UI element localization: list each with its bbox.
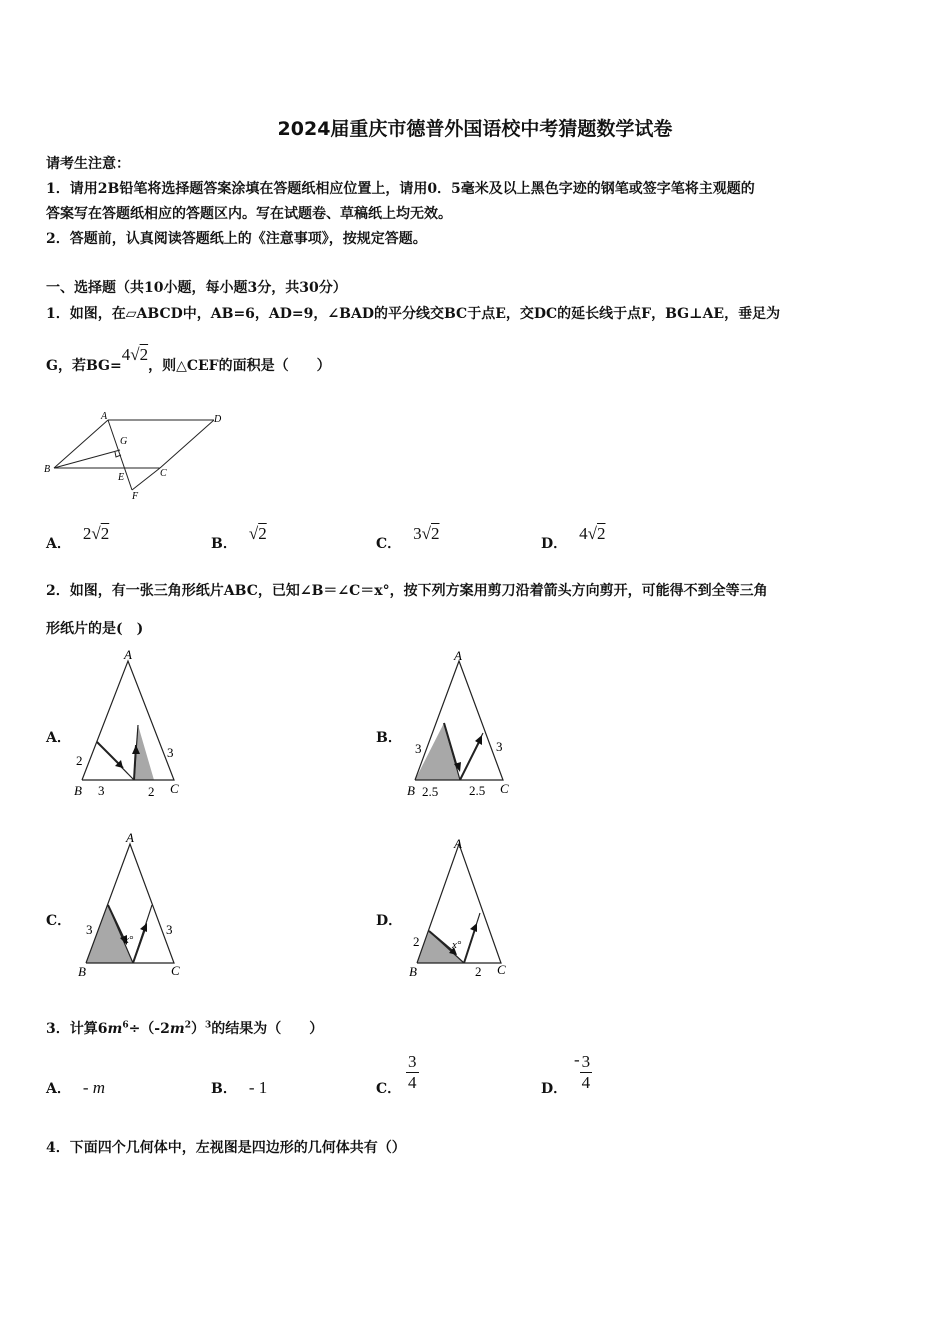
q2d-num-3: 2 xyxy=(475,964,482,979)
q2d-num-2: x° xyxy=(452,939,462,951)
q2b-num-1: 3 xyxy=(415,741,422,756)
q3-option-c-label[interactable]: C． xyxy=(376,1081,402,1097)
q3-option-b[interactable]: B． - 1 xyxy=(211,1078,268,1097)
q1-option-c[interactable]: C．3√2 xyxy=(376,524,440,552)
q2-line-1: 2．如图，有一张三角形纸片ABC，已知∠B＝∠C＝x°，按下列方案用剪刀沿着箭头方向剪开，可能得不到全等三角 xyxy=(46,583,768,599)
q2-line-2: 形纸片的是( ) xyxy=(46,621,144,637)
q3-option-a[interactable]: A． - m xyxy=(46,1078,106,1097)
q2c-label-b: B xyxy=(78,964,86,979)
q1-label-b: B xyxy=(44,464,51,475)
q3-option-c-fraction[interactable]: $\frac{3}{4}$ xyxy=(408,1052,417,1092)
q2-option-b-label[interactable]: B． xyxy=(376,730,402,746)
q2a-num-3: 2 xyxy=(148,784,155,799)
q1-option-d[interactable]: D．4√2 xyxy=(541,524,606,552)
q2d-label-b: B xyxy=(409,964,417,979)
q2b-num-3: 2.5 xyxy=(469,783,486,798)
q2b-num-4: 3 xyxy=(496,739,503,754)
q2a-num-4: 3 xyxy=(167,745,174,760)
q2-option-d-label[interactable]: D． xyxy=(376,913,403,929)
q1-label-e: E xyxy=(118,472,125,483)
q2a-label-c: C xyxy=(170,781,179,796)
q1-label-a: A xyxy=(101,411,108,422)
q1-bg-value: 4√2 xyxy=(121,345,149,364)
q1-line-1: 1．如图，在▱ABCD中，AB=6，AD=9，∠BAD的平分线交BC于点E，交DC的延长线于点F，BG⊥AE，垂足为 xyxy=(46,306,781,322)
q2a-label-a: A xyxy=(124,647,132,662)
q1-label-d: D xyxy=(214,414,222,425)
q1-option-a[interactable]: A．2√2 xyxy=(46,524,110,552)
q2d-num-1: 2 xyxy=(413,934,420,949)
q2-option-c-figure[interactable] xyxy=(70,828,190,988)
q2b-label-a: A xyxy=(454,648,462,663)
page-title: 2024届重庆市德普外国语校中考猜题数学试卷 xyxy=(277,118,673,140)
q2c-label-a: A xyxy=(126,830,134,845)
q1-parallelogram-figure xyxy=(40,410,240,505)
notice-heading: 请考生注意： xyxy=(46,156,130,172)
q1-option-b[interactable]: B．√2 xyxy=(211,524,267,552)
q3-stem: 3．计算$6m^6\div(-2m^2)^3$的结果为（ ） xyxy=(46,1020,324,1037)
q2-option-a-figure[interactable] xyxy=(70,645,190,805)
q2d-label-c: C xyxy=(497,962,506,977)
q1-label-g: G xyxy=(120,436,128,447)
q2d-label-a: A xyxy=(454,836,462,851)
q4-stem: 4．下面四个几何体中，左视图是四边形的几何体共有（） xyxy=(46,1140,406,1156)
q2c-num-1: 3 xyxy=(86,922,93,937)
q2c-label-c: C xyxy=(171,963,180,978)
q3-option-d-label[interactable]: D． xyxy=(541,1081,568,1097)
q3-option-d-fraction[interactable]: - $\frac{3}{4}$ xyxy=(574,1050,591,1092)
notice-line-1a: 1．请用2B铅笔将选择题答案涂填在答题纸相应位置上，请用0．5毫米及以上黑色字迹的钢笔或签字笔将主观题的 xyxy=(46,181,755,197)
q2c-num-3: 3 xyxy=(166,922,173,937)
q2-option-b-figure[interactable] xyxy=(400,645,525,805)
q1-line-2: G，若BG=4√2，则△CEF的面积是（ ） xyxy=(46,345,331,374)
q2b-num-2: 2.5 xyxy=(422,784,439,799)
q2a-num-1: 2 xyxy=(76,753,83,768)
section-heading: 一、选择题（共10小题，每小题3分，共30分） xyxy=(46,280,347,296)
q2b-label-b: B xyxy=(407,783,415,798)
q2-option-a-label[interactable]: A． xyxy=(46,730,71,746)
q2-option-d-figure[interactable] xyxy=(400,828,525,988)
q2c-num-2: x° xyxy=(124,934,134,946)
q2b-label-c: C xyxy=(500,781,509,796)
notice-line-1b: 答案写在答题纸相应的答题区内。写在试题卷、草稿纸上均无效。 xyxy=(46,206,452,222)
q1-label-c: C xyxy=(160,468,167,479)
notice-line-2: 2．答题前，认真阅读答题纸上的《注意事项》，按规定答题。 xyxy=(46,231,427,247)
q2-option-c-label[interactable]: C． xyxy=(46,913,72,929)
q2a-label-b: B xyxy=(74,783,82,798)
q1-label-f: F xyxy=(132,491,139,502)
q2a-num-2: 3 xyxy=(98,783,105,798)
